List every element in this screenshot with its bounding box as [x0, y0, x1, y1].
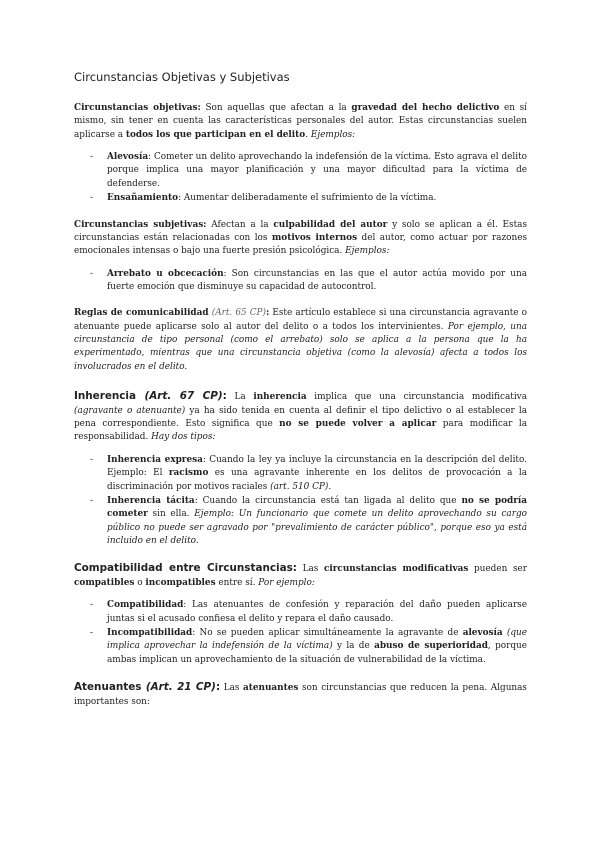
emphasis: racismo	[168, 468, 209, 479]
text: sin ella.	[147, 509, 195, 520]
list-item	[74, 268, 527, 295]
emphasis: atenuantes	[243, 683, 299, 694]
term-objective: Circunstancias objetivas:	[74, 103, 201, 113]
text: es una agravante inherente en los delitos de provocación a la discriminación por motivos raciales	[107, 468, 527, 492]
list-term: Arrebato u obcecación	[107, 268, 224, 279]
list-term: Inherencia expresa	[107, 454, 203, 465]
paragraph-objective-circumstances	[74, 102, 527, 142]
dash-bullet: -	[90, 495, 93, 506]
text: Las	[296, 564, 324, 575]
list-item	[74, 495, 527, 548]
list-term: Ensañamiento	[107, 193, 179, 204]
text: ya ha sido tenida en cuenta al definir el tipo delictivo o al establecer la pena correspondiente. Esto significa que	[74, 405, 527, 430]
text: son circunstancias que reducen la pena. Algunas importantes son:	[74, 683, 527, 707]
text: : No se pueden aplicar simultáneamente la agravante de	[192, 628, 463, 638]
text: .	[328, 481, 332, 492]
paragraph-subjective-circumstances	[74, 219, 527, 259]
emphasis: no se podría cometer	[107, 495, 528, 520]
list-term: Compatibilidad	[107, 600, 184, 611]
dash-bullet: -	[90, 600, 93, 611]
term-communicability: Reglas de comunicabilidad	[74, 308, 209, 319]
text: La	[226, 392, 254, 403]
paragraph-compatibility	[74, 561, 527, 590]
text: en sí mismo, sin tener en cuenta las características personales del autor. Estas circunstancias suelen aplicarse a	[74, 103, 527, 140]
heading-inherence: Inherencia	[74, 390, 137, 403]
text: , porque ambas implican un aprovechamiento de la situación de vulnerabilidad de la víctima.	[107, 641, 527, 665]
text: y la de	[332, 641, 375, 652]
dash-bullet: -	[90, 628, 93, 638]
article-ref: (Art. 21 CP)	[141, 681, 216, 694]
dash-bullet: -	[90, 268, 93, 279]
text: : Cuando la circunstancia está tan ligada al delito que	[194, 495, 462, 506]
list-term: Inherencia tácita	[107, 495, 195, 506]
text: del autor, como actuar por razones emocionales intensas o bajo una fuerte presión psicológica.	[74, 232, 527, 257]
text: .	[305, 129, 311, 140]
text: Son aquellas que afectan a la	[200, 103, 352, 113]
document-content	[74, 70, 527, 724]
text: : Las atenuantes de confesión y reparación del daño pueden aplicarse juntas si el acusado confiesa el delito y repara el daño causado.	[107, 600, 527, 624]
heading-compatibility: Compatibilidad entre Circunstancias:	[74, 562, 297, 575]
term-subjective: Circunstancias subjetivas:	[74, 219, 207, 230]
emphasis: gravedad del hecho delictivo	[351, 103, 500, 113]
emphasis: inherencia	[253, 392, 307, 403]
colon: :	[215, 681, 221, 694]
text: pueden ser	[468, 564, 527, 575]
types-label: Hay dos tipos:	[151, 432, 216, 443]
paragraph-mitigating	[74, 680, 527, 709]
examples-label: Ejemplos:	[345, 246, 390, 257]
parenthetical: (que implica aprovechar la indefensión de la víctima)	[107, 628, 528, 652]
list-item	[74, 454, 527, 494]
list-term: Incompatibilidad	[107, 628, 193, 638]
emphasis: abuso de superioridad	[374, 641, 488, 652]
text: : Cuando la ley ya incluye la circunstancia en la descripción del delito. Ejemplo: El	[107, 454, 527, 479]
parenthetical: (agravante o atenuante)	[74, 405, 186, 416]
article-ref: (Art. 67 CP)	[136, 390, 223, 403]
emphasis: motivos internos	[271, 232, 358, 243]
colon: :	[265, 308, 270, 319]
colon: :	[222, 390, 227, 403]
list-term: Alevosía	[107, 152, 149, 163]
page-title: Circunstancias Objetivas y Subjetivas	[74, 70, 290, 84]
text: entre sí.	[215, 577, 259, 588]
list-text: : Son circunstancias en las que el autor actúa movido por una fuerte emoción que disminuye su capacidad de autocontrol.	[107, 268, 527, 292]
paragraph-communicability-rules	[74, 307, 527, 374]
heading-mitigating: Atenuantes	[74, 681, 142, 694]
dash-bullet: -	[90, 454, 93, 465]
list-compatibility	[74, 599, 527, 667]
emphasis: compatibles	[74, 577, 135, 588]
emphasis: incompatibles	[145, 577, 216, 588]
example-text: Ejemplo: Un funcionario que comete un delito aprovechando su cargo público no puede ser agravado por "prevalimiento de carácter público", porque eso ya está incluido en el delito.	[107, 509, 527, 546]
list-item	[74, 627, 527, 667]
text: implica que una circunstancia modificativa	[306, 392, 527, 403]
dash-bullet: -	[90, 152, 93, 163]
text: o	[134, 577, 146, 588]
examples-label: Por ejemplo:	[258, 577, 315, 588]
emphasis: alevosía	[462, 628, 503, 638]
emphasis: circunstancias modificativas	[323, 564, 469, 575]
text: para modificar la responsabilidad.	[74, 419, 527, 443]
text: y solo se aplican a él. Estas circunstancias están relacionadas con los	[74, 219, 527, 243]
emphasis: no se puede volver a aplicar	[279, 419, 437, 430]
paragraph-inherence	[74, 389, 527, 445]
emphasis: culpabilidad del autor	[273, 219, 388, 230]
text: Las	[220, 683, 244, 694]
list-objective-examples	[74, 151, 527, 205]
example-text: Por ejemplo, una circunstancia de tipo personal (como el arrebato) solo se aplica a la persona que la ha experimentado, mientras que una circunstancia objetiva (como la alevosía) afecta a todos los involucrados en el delito.	[74, 321, 527, 372]
article-ref: (art. 510 CP)	[270, 481, 329, 492]
examples-label: Ejemplos:	[310, 129, 356, 140]
list-item	[74, 599, 527, 626]
text: Este artículo establece si una circunstancia agravante o atenuante puede aplicarse solo al autor del delito o a todos los intervinientes.	[74, 308, 528, 332]
list-text: : Aumentar deliberadamente el sufrimiento de la víctima.	[178, 193, 437, 204]
list-item	[74, 192, 527, 205]
emphasis: todos los que participan en el delito	[125, 129, 306, 140]
list-item	[74, 151, 527, 191]
list-text: : Cometer un delito aprovechando la indefensión de la víctima. Esto agrava el delito porque implica una mayor planificación y una mayor dificultad para la víctima de defenderse.	[107, 152, 527, 189]
list-subjective-examples	[74, 268, 527, 295]
text: Afectan a la	[206, 219, 274, 230]
list-inherence-types	[74, 454, 527, 549]
article-ref: (Art. 65 CP)	[208, 308, 266, 319]
dash-bullet: -	[90, 193, 93, 204]
